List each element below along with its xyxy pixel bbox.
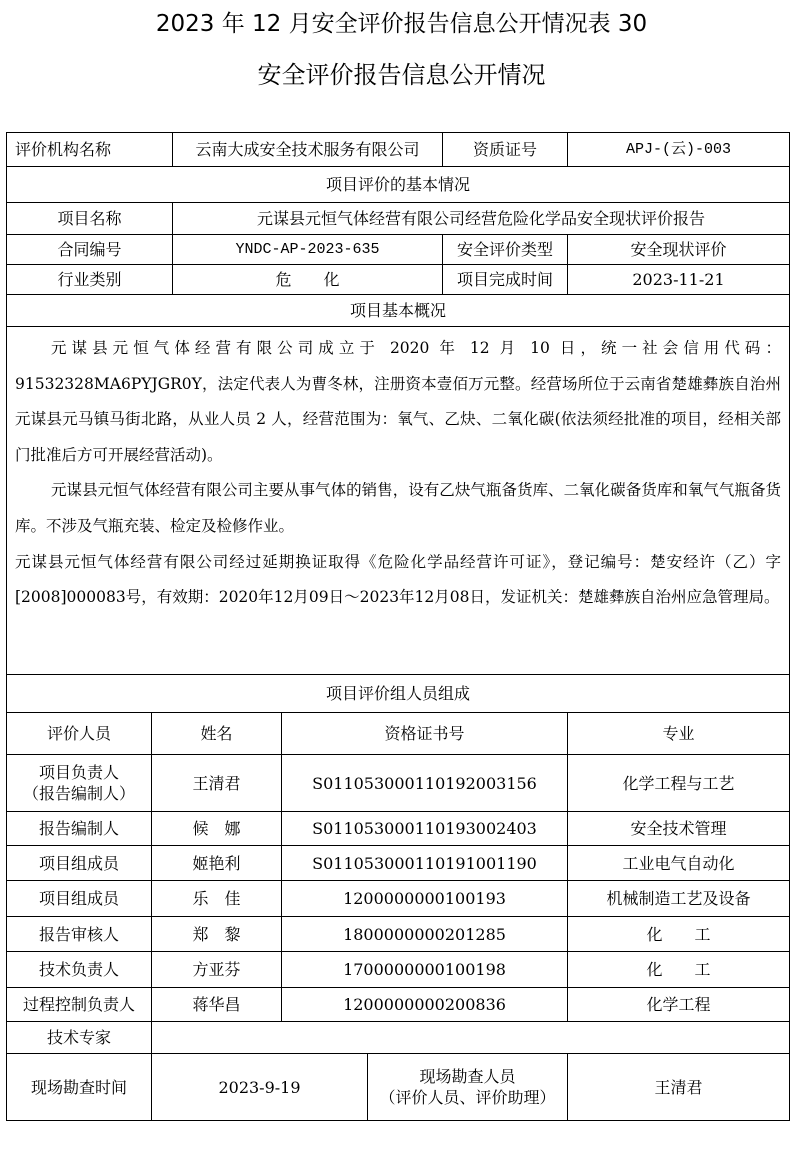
tech-expert-value [151, 1021, 789, 1053]
team-row-major: 化 工 [567, 951, 789, 987]
survey-time-label: 现场勘查时间 [7, 1053, 151, 1120]
team-row-role: 项目组成员 [7, 845, 151, 880]
industry-value: 危 化 [172, 264, 442, 294]
eval-type-value: 安全现状评价 [567, 234, 789, 264]
team-row-major: 机械制造工艺及设备 [567, 880, 789, 916]
survey-staff-label-line1: 现场勘查人员 [419, 1067, 516, 1086]
team-row-role [7, 754, 151, 811]
team-row-role-line2: （报告编制人） [22, 784, 135, 803]
team-header-name: 姓名 [151, 712, 281, 754]
basic-section-title: 项目评价的基本情况 [7, 166, 789, 202]
contract-label: 合同编号 [7, 234, 172, 264]
survey-time-value: 2023-9-19 [151, 1053, 367, 1120]
team-row-role: 过程控制负责人 [7, 987, 151, 1021]
team-header-role: 评价人员 [7, 712, 151, 754]
team-row-major: 化学工程 [567, 987, 789, 1021]
team-row-role: 报告审核人 [7, 916, 151, 951]
team-row-major: 化学工程与工艺 [567, 754, 789, 811]
survey-staff-value: 王清君 [567, 1053, 789, 1120]
org-value: 云南大成安全技术服务有限公司 [172, 133, 442, 166]
team-row-name: 方亚芬 [151, 951, 281, 987]
team-row-name: 姬艳利 [151, 845, 281, 880]
team-row-cert: S011053000110193002403 [281, 811, 567, 845]
team-row-cert: 1200000000100193 [281, 880, 567, 916]
team-row-major: 安全技术管理 [567, 811, 789, 845]
project-name-value: 元谋县元恒气体经营有限公司经营危险化学品安全现状评价报告 [172, 202, 789, 234]
team-header-cert: 资格证书号 [281, 712, 567, 754]
team-row-role: 项目组成员 [7, 880, 151, 916]
team-row-name: 乐 佳 [151, 880, 281, 916]
team-row-role-line1: 项目负责人 [38, 763, 119, 782]
overview-paragraph-2: 元谋县元恒气体经营有限公司主要从事气体的销售，设有乙炔气瓶备货库、二氧化碳备货库和氧气气瓶备货库。不涉及气瓶充装、检定及检修作业。 [15, 481, 781, 535]
overview-text [7, 326, 789, 674]
team-row-name: 王清君 [151, 754, 281, 811]
document-subtitle: 安全评价报告信息公开情况 [257, 61, 546, 89]
team-row-cert: 1200000000200836 [281, 987, 567, 1021]
org-label: 评价机构名称 [15, 140, 112, 159]
team-row-name: 郑 黎 [151, 916, 281, 951]
industry-label: 行业类别 [7, 264, 172, 294]
eval-type-label: 安全评价类型 [442, 234, 567, 264]
team-row-cert: 1700000000100198 [281, 951, 567, 987]
team-row-role: 技术负责人 [7, 951, 151, 987]
completion-date-label: 项目完成时间 [442, 264, 567, 294]
cert-value: APJ-(云)-003 [567, 133, 789, 166]
team-row-role: 报告编制人 [7, 811, 151, 845]
tech-expert-label: 技术专家 [7, 1021, 151, 1053]
team-row-major: 工业电气自动化 [567, 845, 789, 880]
document-title: 2023 年 12 月安全评价报告信息公开情况表 30 [155, 11, 648, 37]
team-row-name: 蒋华昌 [151, 987, 281, 1021]
overview-paragraph-3: 元谋县元恒气体经营有限公司经过延期换证取得《危险化学品经营许可证》，登记编号：楚安经许（乙）字[2008]000083号，有效期：2020年12月09日～2023年12月08日，发证机关：楚雄彝族自治州应急管理局。 [15, 552, 781, 607]
completion-date-value: 2023-11-21 [567, 264, 789, 294]
contract-value: YNDC-AP-2023-635 [172, 234, 442, 264]
team-header-major: 专业 [567, 712, 789, 754]
survey-staff-label [367, 1053, 567, 1120]
team-row-name: 候 娜 [151, 811, 281, 845]
survey-staff-label-line2: （评价人员、评价助理） [379, 1088, 556, 1107]
cert-label: 资质证号 [442, 133, 567, 166]
team-row-cert: 1800000000201285 [281, 916, 567, 951]
overview-paragraph-1: 元谋县元恒气体经营有限公司成立于 2020 年 12 月 10 日，统一社会信用代码：91532328MA6PYJGR0Y，法定代表人为曹冬林，注册资本壹佰万元整。经营场所位于云南省楚雄彝族自治州元谋县元马镇马街北路，从业人员 2 人，经营范围为：氧气、乙炔、二氧化碳(依法须经批准的项目，经相关部门批准后方可开展经营活动)。 [15, 339, 781, 464]
project-name-label: 项目名称 [7, 202, 172, 234]
team-row-cert: S011053000110192003156 [281, 754, 567, 811]
team-row-cert: S011053000110191001190 [281, 845, 567, 880]
disclosure-table [6, 132, 790, 1121]
overview-section-title: 项目基本概况 [7, 294, 789, 326]
team-row-major: 化 工 [567, 916, 789, 951]
team-section-title: 项目评价组人员组成 [7, 674, 789, 712]
